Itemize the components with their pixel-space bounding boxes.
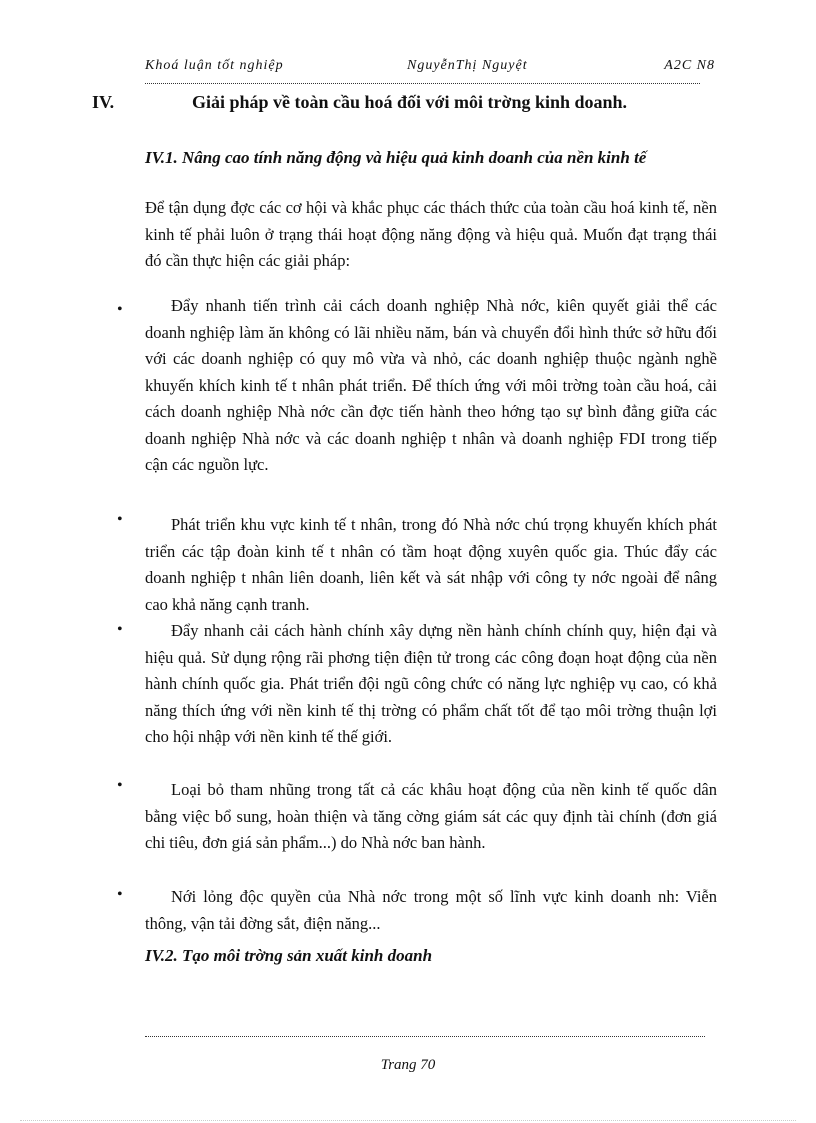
bullet-marker: • (117, 777, 123, 794)
bullet-item-2: Phát triển khu vực kinh tế t nhân, trong đó Nhà nớc chú trọng khuyến khích phát triển các tập đoàn kinh tế t nhân có tầm hoạt động xuyên quốc gia. Thúc đẩy các doanh nghiệp t nhân liên doanh, liên kết và sát nhập với công ty nớc ngoài để nâng cao khả năng cạnh tranh. (145, 515, 717, 614)
subsection-heading-2: IV.2. Tạo môi trờng sản xuất kinh doanh (145, 946, 433, 965)
page-number: Trang 70 (380, 1057, 436, 1073)
header-class: A2C N8 (664, 58, 715, 73)
page-header (145, 58, 715, 78)
section-number: IV. (92, 92, 115, 112)
header-divider (145, 83, 700, 84)
bullet-item-5: Nới lỏng độc quyền của Nhà nớc trong một số lĩnh vực kinh doanh nh: Viễn thông, vận tải đờng sắt, điện năng... (145, 887, 717, 933)
bullet-marker: • (117, 301, 123, 318)
footer-divider (145, 1036, 705, 1037)
header-document-type: Khoá luận tốt nghiệp (145, 58, 284, 73)
bullet-marker: • (117, 886, 123, 903)
bullet-item-4: Loại bỏ tham nhũng trong tất cả các khâu hoạt động của nền kinh tế quốc dân bằng việc bổ sung, hoàn thiện và tăng cờng giám sát các quy định tài chính (đơn giá chi tiêu, đơn giá sản phẩm...) do Nhà nớc ban hành. (145, 780, 717, 852)
bullet-marker: • (117, 511, 123, 528)
intro-paragraph: Để tận dụng đợc các cơ hội và khắc phục các thách thức của toàn cầu hoá kinh tế, nền kinh tế phải luôn ở trạng thái hoạt động năng động và hiệu quả. Muốn đạt trạng thái đó cần thực hiện các giải pháp: (145, 198, 717, 270)
bullet-item-3: Đẩy nhanh cải cách hành chính xây dựng nền hành chính chính quy, hiện đại và hiệu quả. Sử dụng rộng rãi phơng tiện điện tử trong các công đoạn hoạt động của nền hành chính quốc gia. Phát triển đội ngũ công chức có năng lực nghiệp vụ cao, có khả năng thích ứng với nền kinh tế thị trờng có phẩm chất tốt để tạo môi trờng thuận lợi cho hội nhập với nền kinh tế thế giới. (145, 621, 717, 746)
section-title: Giải pháp về toàn cầu hoá đối với môi trờng kinh doanh. (192, 92, 628, 112)
header-author: NguyễnThị Nguyệt (407, 58, 528, 73)
bullet-item-1: Đẩy nhanh tiến trình cải cách doanh nghiệp Nhà nớc, kiên quyết giải thể các doanh nghiệp làm ăn không có lãi nhiều năm, bán và chuyển đổi hình thức sở hữu đối với các doanh nghiệp có quy mô vừa và nhỏ, các doanh nghiệp thuộc ngành nghề khuyến khích kinh tế t nhân phát triển. Để thích ứng với môi trờng toàn cầu hoá, cải cách doanh nghiệp Nhà nớc cần đợc tiến hành theo hớng tạo sự bình đẳng giữa các doanh nghiệp Nhà nớc và các doanh nghiệp t nhân và doanh nghiệp FDI trong tiếp cận các nguồn lực. (145, 296, 717, 474)
bullet-marker: • (117, 621, 123, 638)
page-edge-divider (20, 1120, 796, 1121)
subsection-heading-1: IV.1. Nâng cao tính năng động và hiệu quả kinh doanh của nền kinh tế (145, 148, 647, 167)
